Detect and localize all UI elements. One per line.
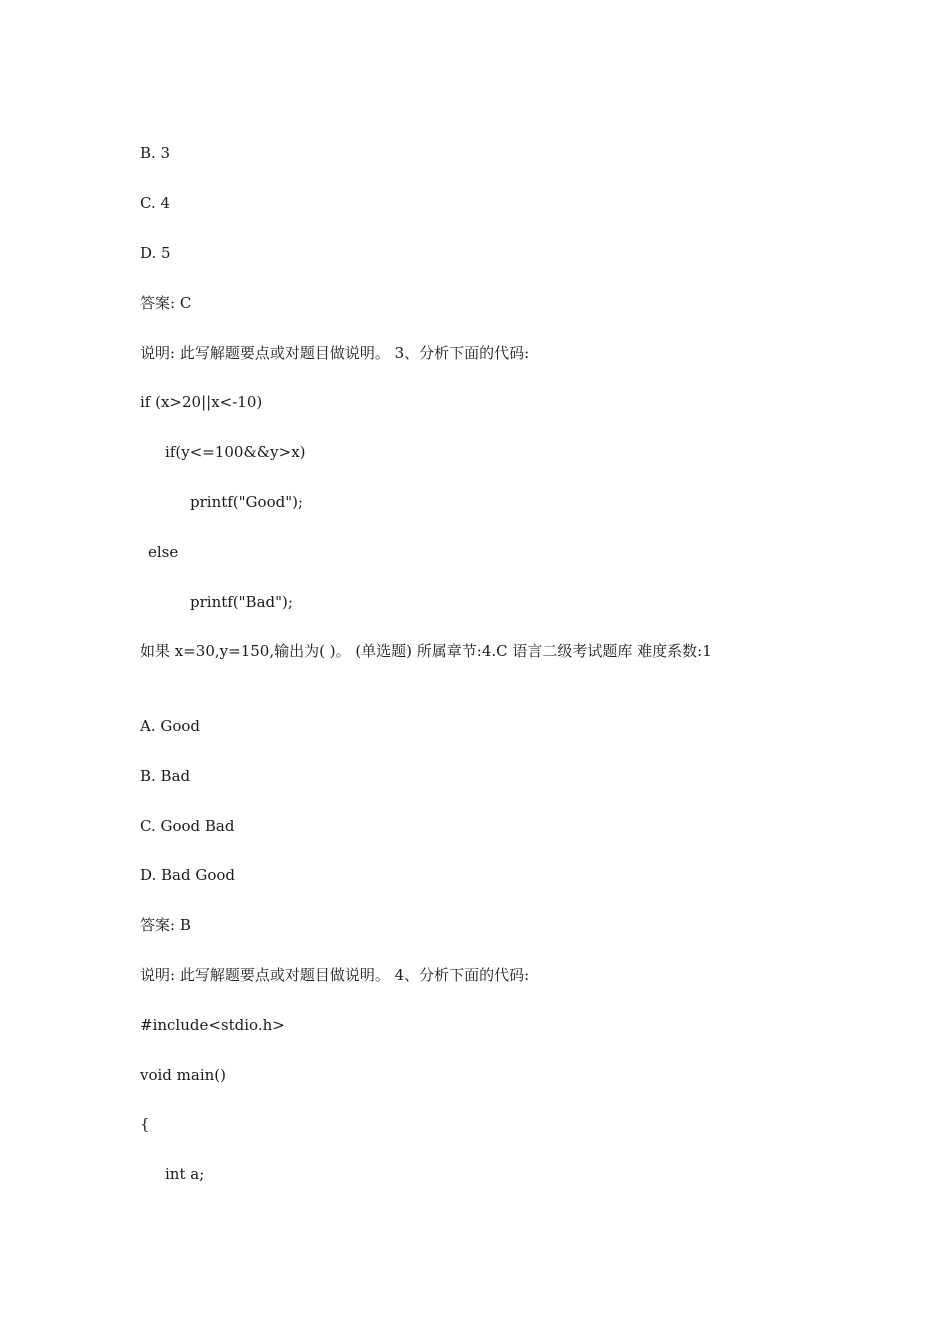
code-line: { <box>140 1115 150 1133</box>
code-line: int a; <box>165 1165 205 1183</box>
code-line: void main() <box>140 1066 227 1084</box>
answer: 答案: C <box>140 294 192 312</box>
code-line: #include<stdio.h> <box>140 1016 285 1034</box>
option-d: D. Bad Good <box>140 866 236 884</box>
code-line: else <box>148 543 179 561</box>
code-line: if (x>20||x<-10) <box>140 393 263 411</box>
option-b: B. 3 <box>140 144 171 162</box>
option-c: C. Good Bad <box>140 817 235 835</box>
code-line: printf("Good"); <box>190 493 304 511</box>
option-b: B. Bad <box>140 767 191 785</box>
explanation: 说明: 此写解题要点或对题目做说明。 3、分析下面的代码: <box>140 344 530 362</box>
option-d: D. 5 <box>140 244 171 262</box>
explanation: 说明: 此写解题要点或对题目做说明。 4、分析下面的代码: <box>140 966 530 984</box>
option-c: C. 4 <box>140 194 171 212</box>
code-line: if(y<=100&&y>x) <box>165 443 306 461</box>
question-text: 如果 x=30,y=150,输出为( )。 (单选题) 所属章节:4.C 语言二级考试题库 难度系数:1 <box>140 642 712 660</box>
option-a: A. Good <box>140 717 201 735</box>
answer: 答案: B <box>140 916 191 934</box>
code-line: printf("Bad"); <box>190 593 293 611</box>
